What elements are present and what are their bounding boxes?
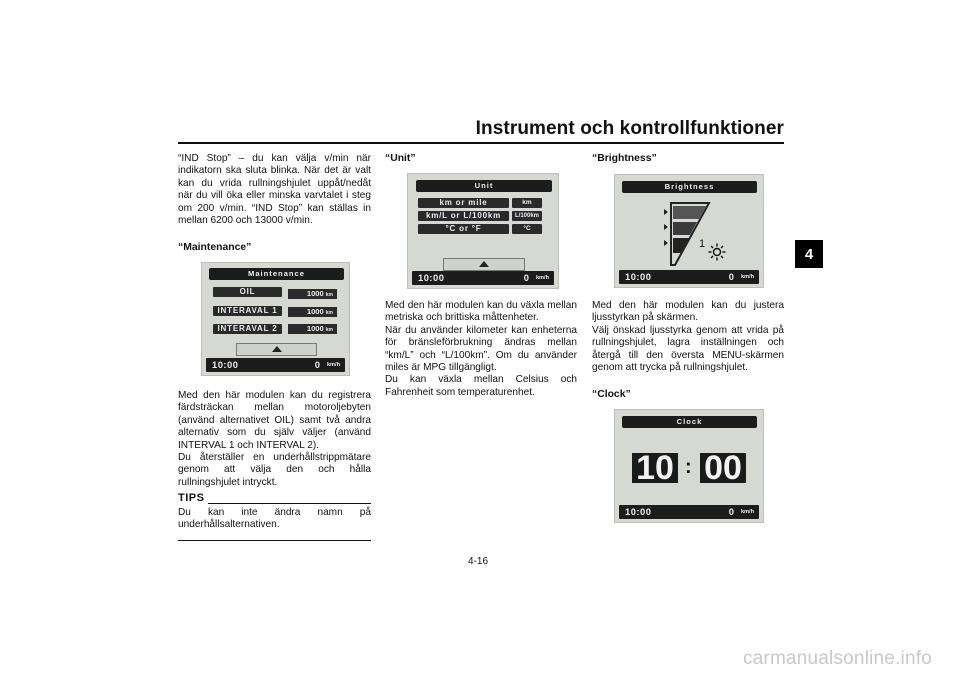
- status-time: 10:00: [418, 272, 445, 283]
- unit-heading: “Unit”: [385, 153, 416, 164]
- brightness-screen: [614, 174, 764, 288]
- unit-distance-label: km or mile: [418, 198, 509, 208]
- level-marker-icon: [664, 224, 668, 230]
- chapter-tab: 4: [795, 240, 823, 268]
- brightness-title-bar: Brightness: [622, 181, 757, 193]
- status-bar: [412, 271, 554, 285]
- status-speed-unit: km/h: [535, 275, 549, 281]
- tips-rule-top: [208, 503, 371, 504]
- level-marker-icon: [664, 209, 668, 215]
- ind-stop-text: “IND Stop” – du kan välja v/min när indikatorn ska sluta blinka. När det är valt kan du vrida rullningshjulet uppåt/nedåt när du vill öka eller minska varvtalet i steg om 200 v/min. “IND Stop” kan ställas in mellan 6200 och 13000 v/min.: [178, 153, 371, 227]
- maintenance-heading: “Maintenance”: [178, 242, 252, 253]
- status-bar: [619, 505, 759, 519]
- status-bar: [619, 270, 759, 284]
- page-header-title: Instrument och kontrollfunktioner: [475, 118, 784, 139]
- page-number: 4-16: [468, 556, 489, 567]
- brightness-heading: “Brightness”: [592, 153, 657, 164]
- status-speed: 0: [523, 272, 529, 283]
- up-arrow-icon: [272, 346, 282, 352]
- unit-fuel-label: km/L or L/100km: [418, 211, 509, 221]
- status-speed: 0: [728, 506, 734, 517]
- unit-distance-value: km: [512, 198, 542, 208]
- clock-hours: 10: [632, 453, 678, 483]
- status-speed: 0: [314, 359, 320, 370]
- status-speed: 0: [728, 271, 734, 282]
- clock-separator: :: [685, 456, 692, 478]
- unit-title-bar: Unit: [416, 180, 552, 192]
- maintenance-oil-value: 1000 km: [288, 289, 337, 299]
- clock-title-bar: Clock: [622, 416, 757, 428]
- clock-minutes: 00: [700, 453, 746, 483]
- status-speed-unit: km/h: [326, 362, 340, 368]
- tips-text: Du kan inte ändra namn på underhållsalternativen.: [178, 507, 371, 531]
- maintenance-title-bar: Maintenance: [209, 268, 344, 280]
- maintenance-interval1-label: INTERAVAL 1: [213, 306, 282, 316]
- clock-heading: “Clock”: [592, 389, 631, 400]
- unit-temperature-value: °C: [512, 224, 542, 234]
- tips-rule-bottom: [178, 540, 371, 541]
- header-divider: [178, 142, 784, 144]
- level-marker-icon: [664, 240, 668, 246]
- intro-paragraph: [178, 153, 371, 227]
- maintenance-interval2-label: INTERAVAL 2: [213, 324, 282, 334]
- unit-screen: [407, 173, 559, 289]
- maintenance-interval2-value: 1000 km: [288, 324, 337, 334]
- brightness-callout-number: 1: [699, 238, 706, 250]
- unit-temperature-label: °C or °F: [418, 224, 509, 234]
- up-arrow-icon: [479, 261, 489, 267]
- scroll-up-indicator: [236, 343, 317, 356]
- status-time: 10:00: [625, 506, 652, 517]
- watermark: carmanualsonline.info: [742, 648, 932, 669]
- status-speed-unit: km/h: [740, 274, 754, 280]
- tips-label: TIPS: [178, 492, 205, 504]
- unit-paragraph: Med den här modulen kan du växla mellan metriska och brittiska måttenheter. När du använder kilometer kan enheterna för bränsleförbrukning ändras mellan “km/L” och “L/100km”. Om du använder miles är MPG tillgängligt. Du kan växla mellan Celsius och Fahrenheit som temperaturenhet.: [385, 300, 577, 398]
- status-bar: [206, 358, 345, 372]
- status-time: 10:00: [625, 271, 652, 282]
- sun-icon: [708, 243, 726, 261]
- status-time: 10:00: [212, 359, 239, 370]
- unit-fuel-value: L/100km: [512, 211, 542, 221]
- maintenance-screen: [201, 262, 350, 376]
- maintenance-interval1-value: 1000 km: [288, 307, 337, 317]
- maintenance-paragraph: Med den här modulen kan du registrera färdsträckan mellan motoroljebyten (använd alternativet OIL) samt två andra alternativ som du själv väljer (använd INTERVAL 1 och INTERVAL 2). Du återställer en underhållstrippmätare genom att välja den och hålla rullningshjulet intryckt.: [178, 390, 371, 488]
- clock-screen: [614, 409, 764, 523]
- scroll-up-indicator: [443, 258, 525, 271]
- status-speed-unit: km/h: [740, 509, 754, 515]
- maintenance-oil-label: OIL: [213, 287, 282, 297]
- brightness-paragraph: Med den här modulen kan du justera ljusstyrkan på skärmen. Välj önskad ljusstyrka genom att vrida på rullningshjulet, lagra inställningen och återgå till den översta MENU-skärmen genom att trycka på rullningshjulet.: [592, 300, 784, 374]
